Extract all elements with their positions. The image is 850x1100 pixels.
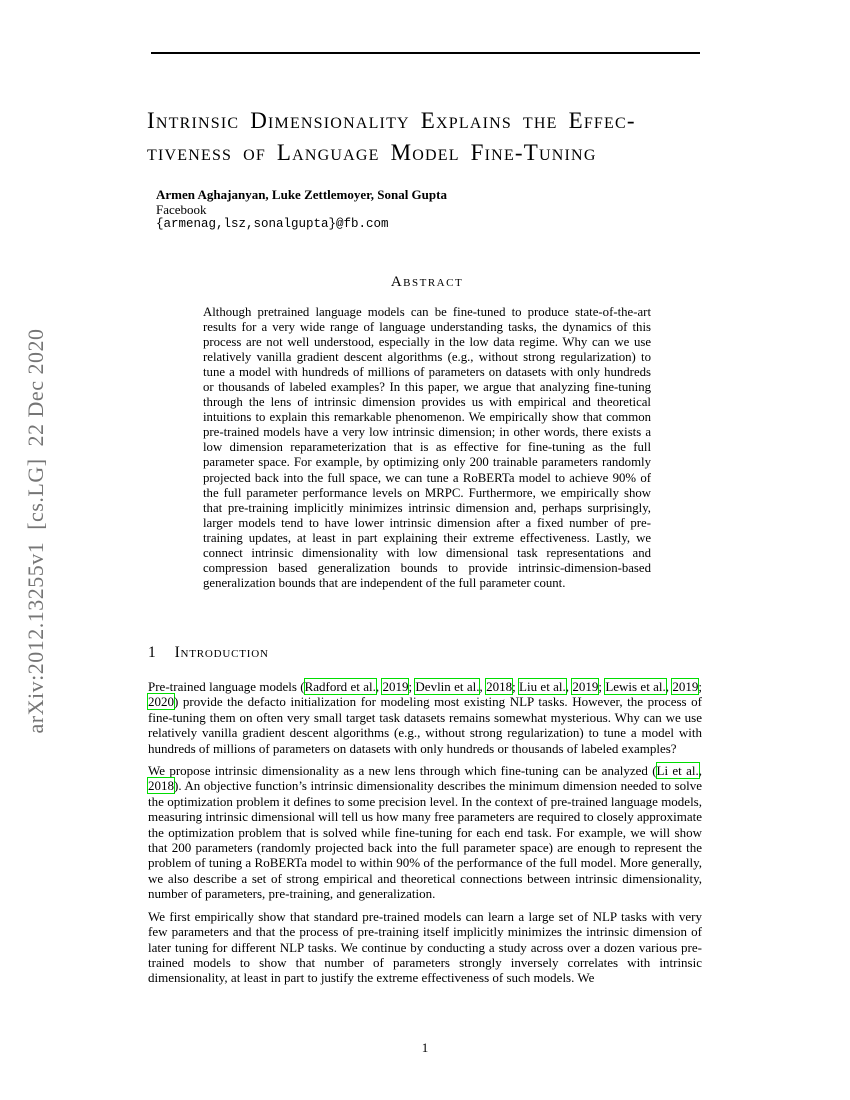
body-text: ) provide the defacto initialization for modeling most existing NLP tasks. However, the process of fine-tuning them on often very small target task datasets remains somewhat mysterious. Why can we use relatively vanilla gradient descent algorithms (e.g., without strong regularization) to tune a model with hundreds of millions of parameters on datasets with only hundreds or thousands of labeled examples?: [148, 694, 702, 756]
citation-link[interactable]: Devlin et al.: [415, 679, 480, 694]
citation-link[interactable]: 2019: [672, 679, 699, 694]
page-number: 1: [421, 1040, 429, 1055]
intro-paragraph: [148, 763, 702, 902]
citation-link[interactable]: 2019: [382, 679, 409, 694]
body-text: ,: [665, 679, 673, 694]
citation-link[interactable]: 2019: [572, 679, 599, 694]
intro-paragraph: [148, 909, 702, 986]
body-text: Pre-trained language models (: [148, 679, 305, 694]
body-text: ,: [479, 679, 487, 694]
arxiv-watermark: arXiv:2012.13255v1 [cs.LG] 22 Dec 2020: [23, 328, 48, 734]
body-text: We propose intrinsic dimensionality as a new lens through which fine-tuning can be analyzed (: [148, 763, 657, 779]
citation-link[interactable]: Liu et al.: [519, 679, 566, 694]
body-text: ;: [698, 679, 703, 694]
body-text: ;: [598, 679, 606, 694]
paper-title-line2: tiveness of Language Model Fine-Tuning: [147, 140, 597, 165]
citation-link[interactable]: 2018: [148, 778, 174, 794]
body-text: ,: [698, 763, 702, 779]
citation-link[interactable]: Li et al.: [656, 763, 699, 779]
body-text: ,: [565, 679, 573, 694]
author-block: [156, 187, 447, 232]
header-rule: [151, 52, 700, 54]
body-text: ,: [375, 679, 383, 694]
section-number: 1: [148, 644, 157, 661]
author-affiliation: Facebook: [156, 202, 207, 217]
citation-link[interactable]: 2018: [486, 679, 513, 694]
body-text: ;: [512, 679, 520, 694]
author-names: Armen Aghajanyan, Luke Zettlemoyer, Sonal Gupta: [156, 187, 447, 202]
body-text: We first empirically show that standard pre-trained models can learn a large set of NLP tasks with very few parameters and that the process of pre-training itself implicitly minimizes the intrinsic dimension of later tuning for different NLP tasks. We continue by conducting a study across over a dozen various pre-trained models to show that number of parameters strongly inversely correlates with intrinsic dimensionality, at least in part to justify the extreme effectiveness of such models. We: [148, 908, 702, 986]
abstract-text: Although pretrained language models can be fine-tuned to produce state-of-the-art results for a very wide range of language understanding tasks, the dynamics of this process are not well understood, especially in the low data regime. Why can we use relatively vanilla gradient descent algorithms (e.g., without strong regularization) to tune a model with hundreds of millions of parameters on datasets with only hundreds or thousands of labeled examples? In this paper, we argue that analyzing fine-tuning through the lens of intrinsic dimension provides us with empirical and theoretical intuitions to explain this remarkable phenomenon. We empirically show that common pre-trained models have a very low intrinsic dimension; in other words, there exists a low dimension reparameterization that is as effective for fine-tuning as the full parameter space. For example, by optimizing only 200 trainable parameters randomly projected back into the full space, we can tune a RoBERTa model to achieve 90% of the full parameter performance levels on MRPC. Furthermore, we empirically show that pre-training implicitly minimizes intrinsic dimension and, perhaps surprisingly, larger models tend to have lower intrinsic dimension after a fixed number of pre-training updates, at least in part explaining their extreme effectiveness. Lastly, we connect intrinsic dimensionality with low dimensional task representations and compression based generalization bounds to provide intrinsic-dimension-based generalization bounds that are independent of the full parameter count.: [203, 305, 651, 590]
citation-link[interactable]: 2020: [148, 694, 174, 710]
section-title: Introduction: [174, 644, 269, 661]
author-email: {armenag,lsz,sonalgupta}@fb.com: [156, 217, 389, 231]
body-text: ;: [408, 679, 416, 694]
section-heading-introduction: [148, 644, 269, 662]
paper-title: [147, 105, 727, 169]
introduction-body: [148, 679, 702, 993]
body-text: ). An objective function’s intrinsic dimensionality describes the minimum dimension needed to solve the optimization problem it defines to some precision level. In the context of pre-trained language models, measuring intrinsic dimensional will tell us how many free parameters are required to closely approximate the optimization problem that is solved while fine-tuning for each end task. For example, we will show that 200 parameters (randomly projected back into the full parameter space) are enough to represent the problem of tuning a RoBERTa model to within 90% of the performance of the full model. More generally, we also describe a set of strong empirical and theoretical connections between intrinsic dimensionality, number of parameters, pre-training, and generalization.: [148, 778, 702, 902]
paper-title-line1: Intrinsic Dimensionality Explains the Effec-: [147, 108, 636, 133]
citation-link[interactable]: Lewis et al.: [605, 679, 666, 694]
citation-link[interactable]: Radford et al.: [304, 679, 376, 694]
intro-paragraph: [148, 679, 702, 756]
abstract-heading: Abstract: [390, 274, 464, 290]
